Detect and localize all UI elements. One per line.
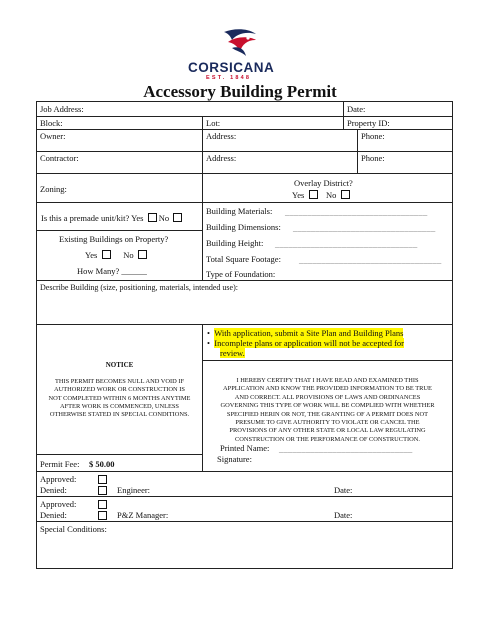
building-materials-line[interactable]: ________________________________ [285, 207, 428, 217]
block-label: Block: [40, 118, 63, 128]
zoning-label: Zoning: [40, 184, 67, 194]
block-field[interactable] [36, 116, 203, 130]
pz-approved-label: Approved: [40, 499, 77, 509]
permit-fee-label: Permit Fee: [40, 459, 80, 469]
overlay-yes-checkbox[interactable] [309, 190, 318, 199]
instruction-item [207, 328, 403, 338]
notice-line: AFTER WORK IS COMMENCED, UNLESS [59, 402, 179, 410]
city-logo [186, 26, 294, 82]
certification-text [203, 377, 452, 444]
describe-building-label: Describe Building (size, positioning, materials, intended use): [40, 283, 238, 292]
owner-address-field[interactable] [202, 129, 358, 152]
contractor-label: Contractor: [40, 153, 79, 163]
pz-approval-row [36, 496, 453, 522]
printed-name-label: Printed Name: [220, 443, 270, 453]
premade-label: Is this a premade unit/kit? Yes [41, 213, 144, 223]
property-id-field[interactable] [343, 116, 453, 130]
how-many-field[interactable]: How Many? ______ [77, 266, 147, 276]
instruction-item [207, 338, 404, 348]
special-conditions-label: Special Conditions: [40, 524, 107, 534]
total-square-footage-line[interactable]: ________________________________ [299, 255, 442, 265]
logo-wordmark: CORSICANA [188, 60, 275, 75]
existing-yes-checkbox[interactable] [102, 250, 111, 259]
contractor-field[interactable] [36, 151, 203, 174]
overlay-yes-label: Yes [292, 190, 305, 200]
notice-box [36, 324, 203, 455]
certification-box [202, 360, 453, 472]
pz-approved-checkbox[interactable] [98, 500, 107, 509]
overlay-district-field [202, 173, 453, 203]
job-address-field[interactable] [36, 101, 344, 117]
premade-no-checkbox[interactable] [173, 213, 182, 222]
building-height-line[interactable]: ________________________________ [275, 239, 418, 249]
pz-denied-label: Denied: [40, 510, 67, 520]
owner-phone-label: Phone: [361, 131, 385, 141]
existing-buildings-field [36, 230, 203, 281]
existing-yes-label: Yes [85, 250, 98, 260]
overlay-district-label: Overlay District? [294, 178, 353, 188]
permit-fee-field [36, 454, 203, 472]
certification-line: CONSTRUCTION OR THE PERFORMANCE OF CONSTRUCTION. [235, 435, 420, 443]
describe-building-field[interactable] [36, 280, 453, 325]
instruction-text: review. [220, 348, 245, 358]
total-square-footage-label: Total Square Footage: [206, 254, 281, 264]
contractor-address-label: Address: [206, 153, 237, 163]
existing-no-label: No [123, 250, 134, 260]
overlay-no-label: No [326, 190, 337, 200]
instruction-text: With application, submit a Site Plan and Building Plans [214, 328, 404, 338]
owner-label: Owner: [40, 131, 66, 141]
notice-line: THIS PERMIT BECOMES NULL AND VOID IF [54, 378, 185, 385]
existing-no-checkbox[interactable] [138, 250, 147, 259]
building-height-label: Building Height: [206, 238, 264, 248]
contractor-phone-label: Phone: [361, 153, 385, 163]
instruction-text: Incomplete plans or application will not be accepted for [214, 338, 404, 348]
notice-heading: NOTICE [105, 361, 134, 369]
building-dimensions-label: Building Dimensions: [206, 222, 281, 232]
date-field[interactable] [343, 101, 453, 117]
engineer-denied-checkbox[interactable] [98, 486, 107, 495]
notice-line: NOT COMPLETED WITHIN 6 MONTHS ANYTIME [48, 394, 191, 402]
building-details-field [202, 202, 453, 281]
owner-field[interactable] [36, 129, 203, 152]
permit-fee-amount: $ 50.00 [89, 459, 115, 469]
premade-yes-checkbox[interactable] [148, 213, 157, 222]
lot-label: Lot: [206, 118, 221, 128]
certification-line: AND CORRECT. ALL PROVISIONS OF LAWS AND ORDINANCES [234, 393, 421, 401]
engineer-approval-row [36, 471, 453, 497]
certification-line: APPLICATION AND KNOW THE PROVIDED INFORMATION TO BE TRUE [223, 385, 432, 393]
certification-line: PROVISIONS OF ANY OTHER STATE OR LOCAL LAW REGULATING [229, 427, 426, 435]
existing-options [85, 250, 147, 260]
contractor-phone-field[interactable] [357, 151, 453, 174]
existing-buildings-label: Existing Buildings on Property? [59, 234, 169, 244]
bullet-icon: • [207, 338, 215, 348]
overlay-options [292, 190, 350, 200]
contractor-address-field[interactable] [202, 151, 358, 174]
property-id-label: Property ID: [347, 118, 390, 128]
certification-line: PRESUME TO GIVE AUTHORITY TO VIOLATE OR CANCEL THE [235, 419, 420, 427]
certification-line: I HEREBY CERTIFY THAT I HAVE READ AND EXAMINED THIS [236, 377, 419, 384]
premade-no-label: No [158, 213, 170, 223]
special-conditions-field[interactable] [36, 521, 453, 569]
engineer-approved-checkbox[interactable] [98, 475, 107, 484]
instructions-box [202, 324, 453, 361]
building-materials-label: Building Materials: [206, 206, 273, 216]
bullet-icon: • [207, 328, 215, 338]
instruction-item-continued [220, 348, 245, 358]
premade-field [36, 202, 203, 231]
notice-text [37, 378, 202, 419]
engineer-label: Engineer: [117, 485, 151, 495]
overlay-no-checkbox[interactable] [341, 190, 350, 199]
notice-line: OTHERWISE STATED IN SPECIAL CONDITIONS. [49, 411, 190, 419]
type-of-foundation-label: Type of Foundation: [206, 269, 276, 279]
printed-name-line[interactable]: ______________________________ [279, 444, 413, 454]
job-address-label: Job Address: [40, 104, 84, 114]
building-dimensions-line[interactable]: ________________________________ [293, 223, 436, 233]
premade-options [41, 213, 182, 223]
engineer-date-label: Date: [334, 485, 353, 495]
engineer-approved-label: Approved: [40, 474, 77, 484]
pz-manager-label: P&Z Manager: [117, 510, 169, 520]
owner-address-label: Address: [206, 131, 237, 141]
date-label: Date: [347, 104, 366, 114]
signature-label: Signature: [217, 454, 252, 464]
owner-phone-field[interactable] [357, 129, 453, 152]
zoning-field[interactable] [36, 173, 203, 203]
lot-field[interactable] [202, 116, 344, 130]
engineer-denied-label: Denied: [40, 485, 67, 495]
corsicana-emblem-icon [186, 26, 294, 60]
pz-date-label: Date: [334, 510, 353, 520]
notice-line: AUTHORIZED WORK OR CONSTRUCTION IS [54, 386, 185, 394]
pz-denied-checkbox[interactable] [98, 511, 107, 520]
page-title: Accessory Building Permit [143, 82, 337, 101]
certification-line: GOVERNING THIS TYPE OF WORK WILL BE COMPLIED WITH WHETHER [220, 402, 435, 410]
logo-established: EST. 1848 [206, 75, 252, 81]
certification-line: SPECIFIED HERIN OR NOT, THE GRANTING OF A PERMIT DOES NOT [226, 410, 429, 418]
